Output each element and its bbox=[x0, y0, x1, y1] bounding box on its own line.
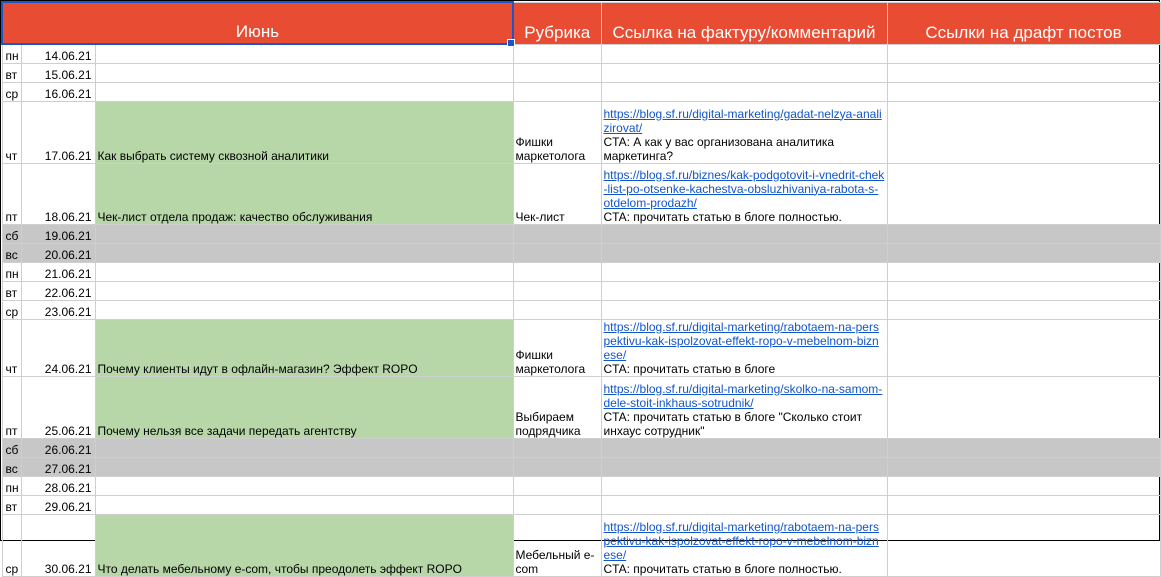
header-rubric[interactable]: Рубрика bbox=[513, 2, 601, 44]
cell-rubric[interactable]: Выбираем подрядчика bbox=[513, 376, 601, 438]
table-row bbox=[2, 163, 1160, 224]
cell-date[interactable]: 16.06.21 bbox=[21, 82, 95, 101]
cell-link[interactable] bbox=[601, 300, 887, 319]
cell-link[interactable] bbox=[601, 63, 887, 82]
cell-rubric[interactable] bbox=[513, 63, 601, 82]
content-plan-table bbox=[1, 1, 1161, 577]
article-link[interactable]: https://blog.sf.ru/biznes/kak-podgotovit-i-vnedrit-chek-list-po-otsenke-kachestva-obsluzhivaniya-rabota-s-otdelom-prodazh/ bbox=[603, 167, 885, 210]
cell-date[interactable]: 26.06.21 bbox=[21, 438, 95, 457]
cell-day[interactable]: ср bbox=[2, 82, 21, 101]
table-row bbox=[2, 82, 1160, 101]
cell-date[interactable]: 14.06.21 bbox=[21, 44, 95, 63]
cell-link[interactable] bbox=[601, 495, 887, 514]
cell-rubric[interactable]: Фишки маркетолога bbox=[513, 319, 601, 376]
cell-topic[interactable] bbox=[95, 300, 513, 319]
article-link[interactable]: https://blog.sf.ru/digital-marketing/rabotaem-na-perspektivu-kak-ispolzovat-effekt-ropo-v-mebelnom-biznese/ bbox=[603, 519, 879, 562]
cell-topic[interactable] bbox=[95, 224, 513, 243]
cell-day[interactable]: ср bbox=[2, 514, 21, 576]
cell-topic[interactable]: Почему нельзя все задачи передать агентству bbox=[95, 376, 513, 438]
cell-day[interactable]: вт bbox=[2, 495, 21, 514]
cta-text: CTA: прочитать статью в блоге bbox=[603, 361, 776, 376]
cell-link[interactable] bbox=[601, 319, 887, 376]
cell-topic[interactable] bbox=[95, 476, 513, 495]
cell-draft[interactable] bbox=[887, 300, 1160, 319]
cell-rubric[interactable] bbox=[513, 44, 601, 63]
cell-draft[interactable] bbox=[887, 281, 1160, 300]
cell-link[interactable] bbox=[601, 476, 887, 495]
cta-text: CTA: прочитать статью в блоге полностью. bbox=[603, 561, 842, 576]
cell-date[interactable]: 19.06.21 bbox=[21, 224, 95, 243]
table-row bbox=[2, 495, 1160, 514]
cell-day[interactable]: вт bbox=[2, 281, 21, 300]
cell-rubric[interactable] bbox=[513, 224, 601, 243]
cell-link[interactable] bbox=[601, 514, 887, 576]
table-row bbox=[2, 319, 1160, 376]
cell-rubric[interactable] bbox=[513, 243, 601, 262]
cell-day[interactable]: ср bbox=[2, 300, 21, 319]
cell-topic[interactable] bbox=[95, 262, 513, 281]
cell-rubric[interactable] bbox=[513, 82, 601, 101]
cell-link[interactable] bbox=[601, 44, 887, 63]
cell-topic[interactable] bbox=[95, 457, 513, 476]
cell-rubric[interactable] bbox=[513, 476, 601, 495]
cell-topic[interactable] bbox=[95, 82, 513, 101]
article-link[interactable]: https://blog.sf.ru/digital-marketing/gadat-nelzya-analizirovat/ bbox=[603, 106, 882, 135]
cell-date[interactable]: 22.06.21 bbox=[21, 281, 95, 300]
cell-link[interactable] bbox=[601, 376, 887, 438]
cell-day[interactable]: чт bbox=[2, 101, 21, 163]
cell-draft[interactable] bbox=[887, 457, 1160, 476]
cell-day[interactable]: сб bbox=[2, 224, 21, 243]
cell-topic[interactable] bbox=[95, 63, 513, 82]
cell-draft[interactable] bbox=[887, 243, 1160, 262]
table-row bbox=[2, 44, 1160, 63]
table-row bbox=[2, 243, 1160, 262]
cell-date[interactable]: 30.06.21 bbox=[21, 514, 95, 576]
cell-draft[interactable] bbox=[887, 163, 1160, 224]
cell-draft[interactable] bbox=[887, 262, 1160, 281]
cell-rubric[interactable] bbox=[513, 438, 601, 457]
cell-date[interactable]: 17.06.21 bbox=[21, 101, 95, 163]
table-row bbox=[2, 376, 1160, 438]
cell-link[interactable] bbox=[601, 438, 887, 457]
cell-date[interactable]: 21.06.21 bbox=[21, 262, 95, 281]
table-row bbox=[2, 281, 1160, 300]
cell-topic[interactable] bbox=[95, 495, 513, 514]
table-row bbox=[2, 476, 1160, 495]
cta-text: CTA: прочитать статью в блоге "Сколько стоит инхаус сотрудник" bbox=[603, 409, 863, 438]
cell-draft[interactable] bbox=[887, 376, 1160, 438]
cell-date[interactable]: 25.06.21 bbox=[21, 376, 95, 438]
cell-topic[interactable]: Почему клиенты идут в офлайн-магазин? Эффект ROPO bbox=[95, 319, 513, 376]
cell-day[interactable]: вс bbox=[2, 457, 21, 476]
cell-draft[interactable] bbox=[887, 63, 1160, 82]
cell-rubric[interactable] bbox=[513, 457, 601, 476]
header-month[interactable]: Июнь bbox=[2, 2, 513, 44]
cta-text: CTA: прочитать статью в блоге полностью. bbox=[603, 209, 842, 224]
cell-link[interactable] bbox=[601, 457, 887, 476]
cell-draft[interactable] bbox=[887, 101, 1160, 163]
cell-topic[interactable]: Что делать мебельному e-com, чтобы преодолеть эффект ROPO bbox=[95, 514, 513, 576]
cell-date[interactable]: 28.06.21 bbox=[21, 476, 95, 495]
cell-draft[interactable] bbox=[887, 438, 1160, 457]
cell-day[interactable]: сб bbox=[2, 438, 21, 457]
table-row bbox=[2, 101, 1160, 163]
article-link[interactable]: https://blog.sf.ru/digital-marketing/rabotaem-na-perspektivu-kak-ispolzovat-effekt-ropo-v-mebelnom-biznese/ bbox=[603, 319, 879, 362]
cell-date[interactable]: 24.06.21 bbox=[21, 319, 95, 376]
cell-link[interactable] bbox=[601, 163, 887, 224]
cell-date[interactable]: 27.06.21 bbox=[21, 457, 95, 476]
cell-day[interactable]: чт bbox=[2, 319, 21, 376]
cell-topic[interactable] bbox=[95, 438, 513, 457]
table-row bbox=[2, 457, 1160, 476]
cell-rubric[interactable] bbox=[513, 300, 601, 319]
selection-fill-handle[interactable] bbox=[507, 39, 515, 47]
cell-topic[interactable] bbox=[95, 44, 513, 63]
cell-draft[interactable] bbox=[887, 495, 1160, 514]
cell-date[interactable]: 18.06.21 bbox=[21, 163, 95, 224]
cell-link[interactable] bbox=[601, 82, 887, 101]
cell-draft[interactable] bbox=[887, 82, 1160, 101]
cell-link[interactable] bbox=[601, 224, 887, 243]
cell-draft[interactable] bbox=[887, 319, 1160, 376]
cell-rubric[interactable]: Чек-лист bbox=[513, 163, 601, 224]
cell-link[interactable] bbox=[601, 281, 887, 300]
cta-text: CTA: А как у вас организована аналитика маркетинга? bbox=[603, 134, 835, 163]
cell-topic[interactable] bbox=[95, 243, 513, 262]
cell-day[interactable]: пн bbox=[2, 262, 21, 281]
cell-draft[interactable] bbox=[887, 224, 1160, 243]
cell-day[interactable]: вс bbox=[2, 243, 21, 262]
table-row bbox=[2, 63, 1160, 82]
cell-rubric[interactable] bbox=[513, 495, 601, 514]
cell-date[interactable]: 15.06.21 bbox=[21, 63, 95, 82]
table-row bbox=[2, 438, 1160, 457]
cell-day[interactable]: пн bbox=[2, 44, 21, 63]
cell-day[interactable]: пт bbox=[2, 376, 21, 438]
cell-draft[interactable] bbox=[887, 514, 1160, 576]
cell-rubric[interactable]: Мебельный e-com bbox=[513, 514, 601, 576]
cell-day[interactable]: пт bbox=[2, 163, 21, 224]
table-row bbox=[2, 262, 1160, 281]
cell-day[interactable]: вт bbox=[2, 63, 21, 82]
cell-topic[interactable]: Как выбрать систему сквозной аналитики bbox=[95, 101, 513, 163]
article-link[interactable]: https://blog.sf.ru/digital-marketing/skolko-na-samom-dele-stoit-inkhaus-sotrudnik/ bbox=[603, 381, 883, 410]
cell-link[interactable] bbox=[601, 101, 887, 163]
cell-date[interactable]: 29.06.21 bbox=[21, 495, 95, 514]
table-row bbox=[2, 300, 1160, 319]
cell-rubric[interactable] bbox=[513, 281, 601, 300]
cell-link[interactable] bbox=[601, 262, 887, 281]
table-row bbox=[2, 514, 1160, 576]
cell-draft[interactable] bbox=[887, 44, 1160, 63]
cell-topic[interactable] bbox=[95, 281, 513, 300]
table-row bbox=[2, 224, 1160, 243]
header-draft[interactable]: Ссылки на драфт постов bbox=[887, 2, 1160, 44]
header-link[interactable]: Ссылка на фактуру/комментарий bbox=[601, 2, 887, 44]
cell-date[interactable]: 23.06.21 bbox=[21, 300, 95, 319]
cell-link[interactable] bbox=[601, 243, 887, 262]
cell-rubric[interactable]: Фишки маркетолога bbox=[513, 101, 601, 163]
cell-draft[interactable] bbox=[887, 476, 1160, 495]
cell-rubric[interactable] bbox=[513, 262, 601, 281]
cell-date[interactable]: 20.06.21 bbox=[21, 243, 95, 262]
cell-day[interactable]: пн bbox=[2, 476, 21, 495]
cell-topic[interactable]: Чек-лист отдела продаж: качество обслуживания bbox=[95, 163, 513, 224]
